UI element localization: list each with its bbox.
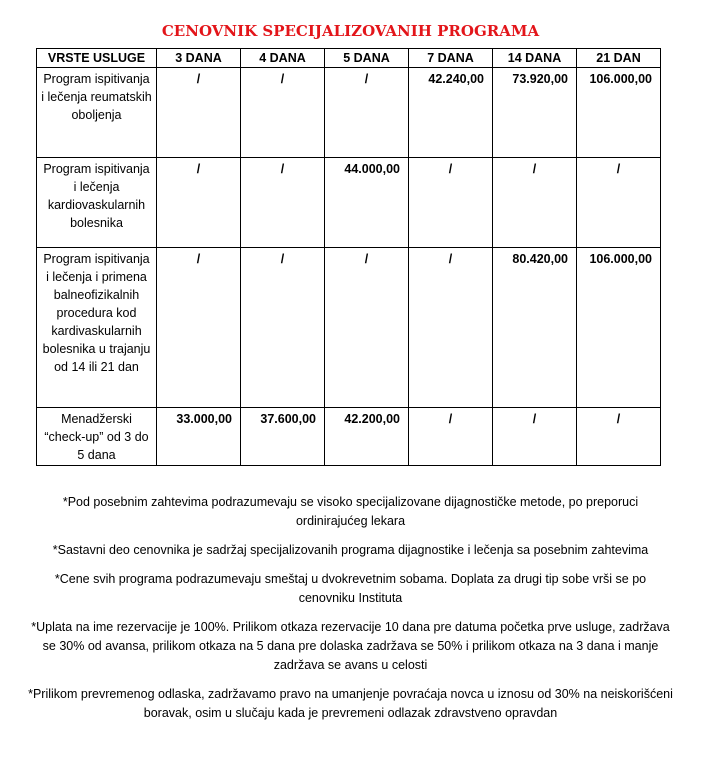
footnote-reservation-payment: *Uplata na ime rezervacije je 100%. Prilikom otkaza rezervacije 10 dana pre datuma početka prve usluge, zadržava se 30% od avansa, prilikom otkaza na 5 dana pre dolaska zadržava se 50% i prilikom otkaza na 3 dana i manje zadržava se avans u celosti	[31, 620, 670, 672]
price-cell: 42.240,00	[409, 68, 493, 158]
header-4-days: 4 DANA	[241, 49, 325, 68]
table-row	[37, 408, 661, 466]
price-cell: /	[241, 248, 325, 408]
header-3-days: 3 DANA	[157, 49, 241, 68]
price-cell: /	[493, 408, 577, 466]
header-21-days: 21 DAN	[577, 49, 661, 68]
program-name: Program ispitivanja i lečenja i primena balneofizikalnih procedura kod kardivaskularnih bolesnika u trajanju od 14 ili 21 dan	[37, 248, 157, 408]
program-name: Menadžerski “check-up” od 3 do 5 dana	[37, 408, 157, 466]
price-cell: 33.000,00	[157, 408, 241, 466]
price-cell: /	[241, 68, 325, 158]
header-5-days: 5 DANA	[325, 49, 409, 68]
price-cell: 37.600,00	[241, 408, 325, 466]
price-cell: 44.000,00	[325, 158, 409, 248]
table-row	[37, 248, 661, 408]
footnote-special-requests: *Pod posebnim zahtevima podrazumevaju se visoko specijalizovane dijagnostičke metode, po preporuci ordinirajućeg lekara	[62, 495, 639, 528]
price-cell: /	[409, 158, 493, 248]
table-row	[37, 68, 661, 158]
price-cell: /	[157, 68, 241, 158]
header-14-days: 14 DANA	[493, 49, 577, 68]
header-service-type: VRSTE USLUGE	[37, 49, 157, 68]
price-cell: /	[241, 158, 325, 248]
program-name: Program ispitivanja i lečenja reumatskih oboljenja	[37, 68, 157, 158]
page-title: CENOVNIK SPECIJALIZOVANIH PROGRAMA	[161, 22, 540, 40]
footnote-early-departure: *Prilikom prevremenog odlaska, zadržavamo pravo na umanjenje povraćaja novca u iznosu od 30% na neiskorišćeni boravak, osim u slučaju kada je prevremeni odlazak zdravstveno opravdan	[28, 687, 673, 720]
footnote-accommodation: *Cene svih programa podrazumevaju smeštaj u dvokrevetnim sobama. Doplata za drugi tip sobe vrši se po cenovniku Instituta	[54, 572, 647, 605]
footnote-program-content: *Sastavni deo cenovnika je sadržaj specijalizovanih programa dijagnostike i lečenja sa posebnim zahtevima	[52, 543, 649, 557]
footnotes	[28, 493, 673, 733]
price-table	[36, 48, 661, 466]
price-cell: 80.420,00	[493, 248, 577, 408]
price-cell: /	[409, 408, 493, 466]
price-cell: /	[157, 248, 241, 408]
price-cell: /	[325, 68, 409, 158]
price-cell: 42.200,00	[325, 408, 409, 466]
price-cell: 73.920,00	[493, 68, 577, 158]
price-cell: /	[409, 248, 493, 408]
price-cell: /	[577, 158, 661, 248]
program-name: Program ispitivanja i lečenja kardiovaskularnih bolesnika	[37, 158, 157, 248]
price-cell: /	[577, 408, 661, 466]
header-7-days: 7 DANA	[409, 49, 493, 68]
price-cell: /	[493, 158, 577, 248]
price-cell: 106.000,00	[577, 68, 661, 158]
price-cell: /	[157, 158, 241, 248]
price-cell: 106.000,00	[577, 248, 661, 408]
table-row	[37, 158, 661, 248]
price-cell: /	[325, 248, 409, 408]
header-row	[37, 49, 661, 68]
